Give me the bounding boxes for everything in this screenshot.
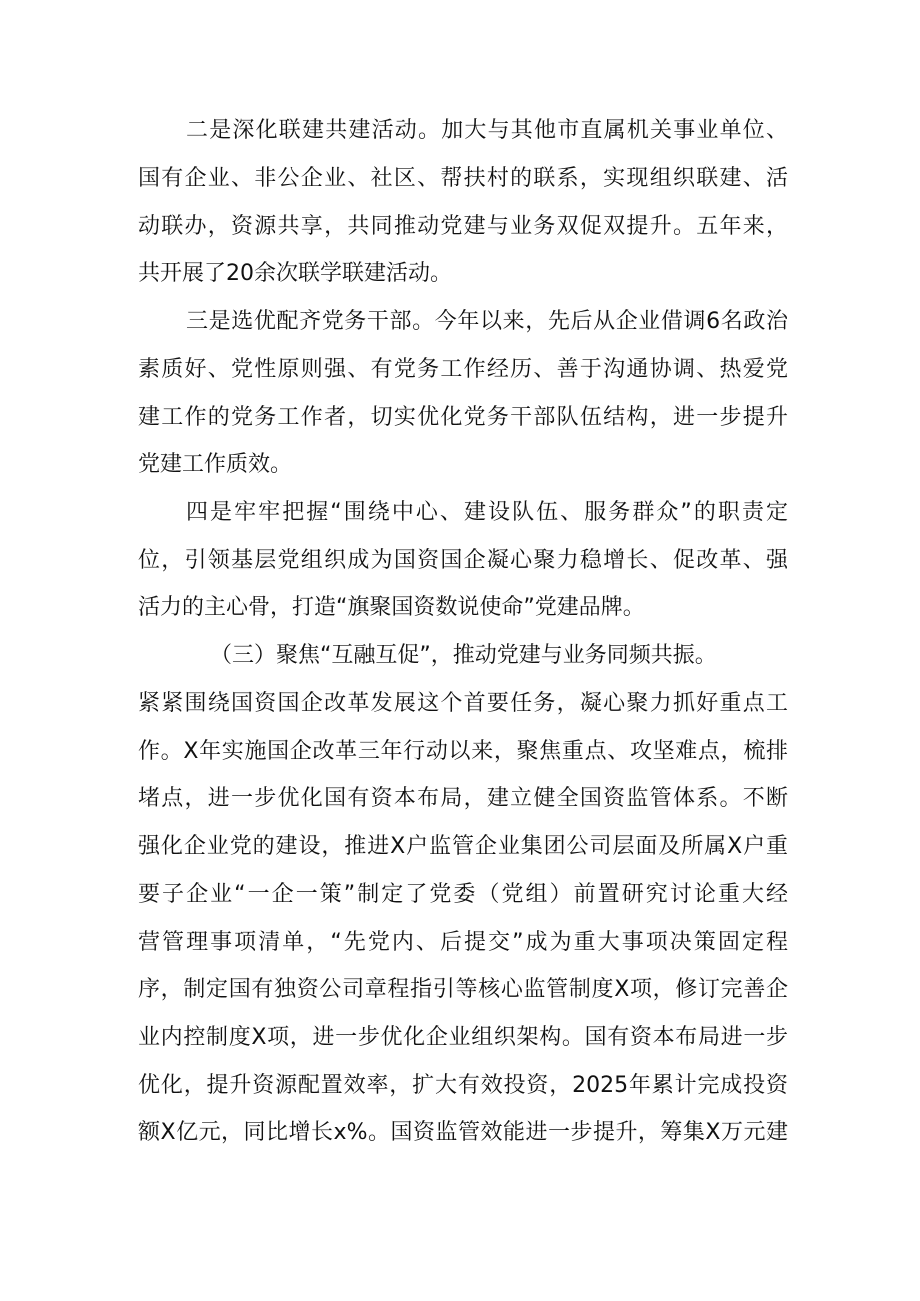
- text-line: 紧紧围绕国资国企改革发展这个首要任务，凝心聚力抓好重点工: [138, 691, 788, 716]
- text-line: 素质好、党性原则强、有党务工作经历、善于沟通协调、热爱党: [138, 357, 788, 382]
- text-line: 共开展了20余次联学联建活动。: [138, 261, 452, 286]
- text-line: 位，引领基层党组织成为国资国企凝心聚力稳增长、促改革、强: [138, 548, 788, 573]
- text-line: 动联办，资源共享，共同推动党建与业务双促双提升。五年来，: [138, 214, 788, 239]
- text-line: 堵点，进一步优化国有资本布局，建立健全国资监管体系。不断: [138, 786, 788, 811]
- text-line: 建工作的党务工作者，切实优化党务干部队伍结构，进一步提升: [138, 405, 788, 430]
- section-heading-text: （三）聚焦“互融互促”，推动党建与业务同频共振。: [210, 643, 717, 668]
- text-line: 国有企业、非公企业、社区、帮扶村的联系，实现组织联建、活: [138, 166, 788, 191]
- text-line: 活力的主心骨，打造“旗聚国资数说使命”党建品牌。: [138, 595, 645, 620]
- text-line: 额X亿元，同比增长x%。国资监管效能进一步提升，筹集X万元建: [138, 1120, 788, 1145]
- text-line: 业内控制度X项，进一步优化企业组织架构。国有资本布局进一步: [138, 1025, 788, 1050]
- text-line: 强化企业党的建设，推进X户监管企业集团公司层面及所属X户重: [138, 834, 788, 859]
- text-line: 要子企业“一企一策”制定了党委（党组）前置研究讨论重大经: [138, 882, 788, 907]
- text-line: 营管理事项清单，“先党内、后提交”成为重大事项决策固定程: [138, 930, 788, 955]
- text-line: 作。X年实施国企改革三年行动以来，聚焦重点、攻坚难点，梳排: [138, 739, 788, 764]
- text-line: 优化，提升资源配置效率，扩大有效投资，2025年累计完成投资: [138, 1073, 788, 1098]
- text-line: 四是牢牢把握“围绕中心、建设队伍、服务群众”的职责定: [186, 500, 788, 525]
- text-line: 党建工作质效。: [138, 452, 293, 477]
- text-line: 序，制定国有独资公司章程指引等核心监管制度X项，修订完善企: [138, 977, 788, 1002]
- text-line: 三是选优配齐党务干部。今年以来，先后从企业借调6名政治: [186, 309, 788, 334]
- text-line: 二是深化联建共建活动。加大与其他市直属机关事业单位、: [186, 118, 788, 143]
